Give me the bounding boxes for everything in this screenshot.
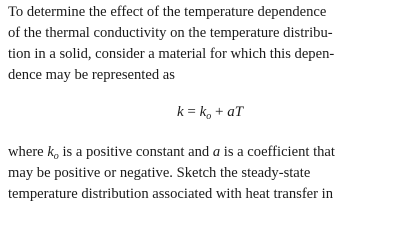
paragraph2-line1-subscript: o — [53, 151, 59, 162]
paragraph2-line1-prefix: where — [8, 144, 44, 160]
paragraph2-line3: temperature distribution associated with heat transfer in — [8, 186, 334, 202]
equation-term2: aT — [227, 104, 244, 120]
paragraph1-line3: tion in a solid, consider a material for which this depen- — [8, 46, 335, 62]
paragraph2-line1 — [8, 143, 335, 163]
paragraph2-line1-mid: is a positive constant and — [62, 144, 210, 160]
conductivity-equation — [0, 102, 420, 124]
paragraph2-line1-symbol2: a — [212, 144, 221, 160]
paragraph2-line1-symbol: k — [47, 144, 54, 160]
equation-term1-subscript: o — [206, 111, 212, 122]
paragraph2-line2: may be positive or negative. Sketch the steady-state — [8, 165, 311, 181]
paragraph1-line2: of the thermal conductivity on the temperature distribu- — [8, 25, 333, 41]
equation-plus: + — [215, 104, 224, 120]
paragraph1-line4: dence may be represented as — [8, 67, 175, 83]
paragraph2-line1-suffix: is a coefficient that — [223, 144, 335, 160]
equation-lhs: k — [176, 104, 184, 120]
equation-term1-symbol: k — [199, 104, 207, 120]
paragraph1-line1: To determine the effect of the temperature dependence — [8, 4, 327, 20]
equation-equals: = — [187, 104, 196, 120]
